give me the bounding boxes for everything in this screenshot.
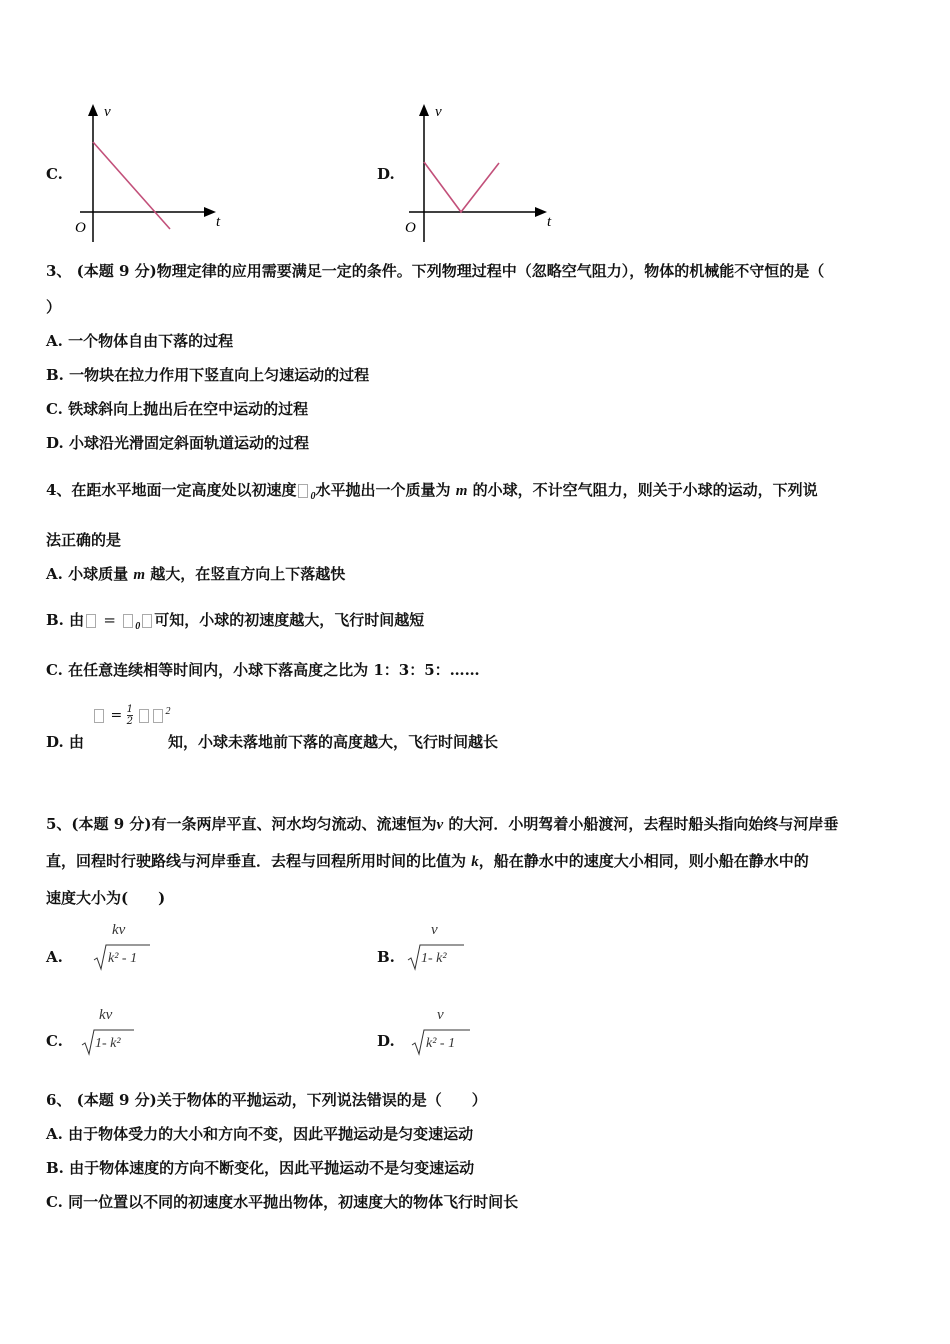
graph-c-line (93, 142, 170, 229)
graph-c-t-label: t (216, 214, 221, 230)
q5-option-d-label: D. (377, 1032, 395, 1050)
q3-stem: 3、 (本题 9 分)物理定律的应用需要满足一定的条件。下列物理过程中（忽略空气阻力），物体的机械能不守恒的是（ (46, 262, 825, 280)
q4-stem: 4、在距水平地面一定高度处以初速度 $_0$水平抛出一个质量为 m 的小球，不计空气阻力，则关于小球的运动，下列说 (46, 481, 818, 502)
q3-option-c: C. 铁球斜向上抛出后在空中运动的过程 (46, 400, 309, 418)
q4-b-placeholder-2 (123, 614, 133, 628)
graph-d-t-label: t (547, 214, 552, 230)
q4-option-d: D. 由 (46, 733, 84, 751)
q4-option-a: A. 小球质量 m 越大，在竖直方向上下落越快 (46, 565, 346, 583)
graph-c-v-label: v (104, 104, 111, 120)
q4-v0-placeholder (298, 484, 308, 498)
q3-option-d: D. 小球沿光滑固定斜面轨道运动的过程 (46, 434, 309, 452)
q4-option-c: C. 在任意连续相等时间内，小球下落高度之比为 1：3：5：…… (46, 661, 480, 679)
q4-d-placeholder-1 (94, 709, 104, 723)
q4-d-placeholder-2 (139, 709, 149, 723)
q5-option-b-num: v (431, 922, 438, 938)
q6-option-a: A. 由于物体受力的大小和方向不变，因此平抛运动是匀变速运动 (46, 1125, 474, 1143)
graph-c-y-arrow (88, 104, 98, 116)
q6-stem: 6、 (本题 9 分)关于物体的平抛运动，下列说法错误的是（ ） (46, 1091, 487, 1109)
q3-option-b: B. 一物块在拉力作用下竖直向上匀速运动的过程 (46, 366, 370, 384)
q5-option-b-den: 1- k² (421, 951, 447, 966)
graph-c (70, 100, 230, 245)
graph-d-label: D. (377, 165, 395, 183)
q3-stem-end: ） (46, 298, 62, 316)
q5-option-c-den: 1- k² (95, 1036, 121, 1051)
q3-option-a: A. 一个物体自由下落的过程 (46, 332, 234, 350)
graph-c-x-arrow (204, 207, 216, 217)
q4-d-placeholder-3 (153, 709, 163, 723)
graph-d (401, 100, 561, 245)
graph-c-origin: O (75, 220, 86, 236)
graph-d-v-label: v (435, 104, 442, 120)
graph-d-y-arrow (419, 104, 429, 116)
graph-d-x-arrow (535, 207, 547, 217)
graph-c-label: C. (46, 165, 63, 183)
q5-line1: 5、(本题 9 分)有一条两岸平直、河水均匀流动、流速恒为v 的大河．小明驾着小船渡河，去程时船头指向始终与河岸垂 (46, 815, 839, 833)
q5-option-a-label: A. (46, 948, 63, 966)
q5-option-c-num: kv (99, 1007, 113, 1023)
q5-line3: 速度大小为( ) (46, 889, 166, 907)
q5-option-a-num: kv (112, 922, 126, 938)
q5-option-d-den: k² - 1 (426, 1036, 456, 1051)
q5-line2: 直，回程时行驶路线与河岸垂直．去程与回程所用时间的比值为 k，船在静水中的速度大小相同，则小船在静水中的 (46, 852, 809, 870)
q6-option-c: C. 同一位置以不同的初速度水平抛出物体，初速度大的物体飞行时间长 (46, 1193, 519, 1211)
q4-d-formula: = $\frac{1}{2}$ $^2$ (92, 704, 170, 727)
q5-option-d-num: v (437, 1007, 444, 1023)
q4-b-placeholder-3 (142, 614, 152, 628)
q5-option-a-den: k² - 1 (108, 951, 138, 966)
q4-option-b: B. 由 = $_0$ 可知，小球的初速度越大，飞行时间越短 (46, 611, 425, 632)
q4-stem-line2: 法正确的是 (46, 531, 122, 549)
q5-option-b-label: B. (377, 948, 395, 966)
graph-d-origin: O (405, 220, 416, 236)
q6-option-b: B. 由于物体速度的方向不断变化，因此平抛运动不是匀变速运动 (46, 1159, 475, 1177)
q5-option-c-label: C. (46, 1032, 63, 1050)
q4-b-placeholder-1 (86, 614, 96, 628)
graph-d-line (424, 162, 499, 212)
q4-option-d-text: 知，小球未落地前下落的高度越大，飞行时间越长 (168, 733, 499, 751)
